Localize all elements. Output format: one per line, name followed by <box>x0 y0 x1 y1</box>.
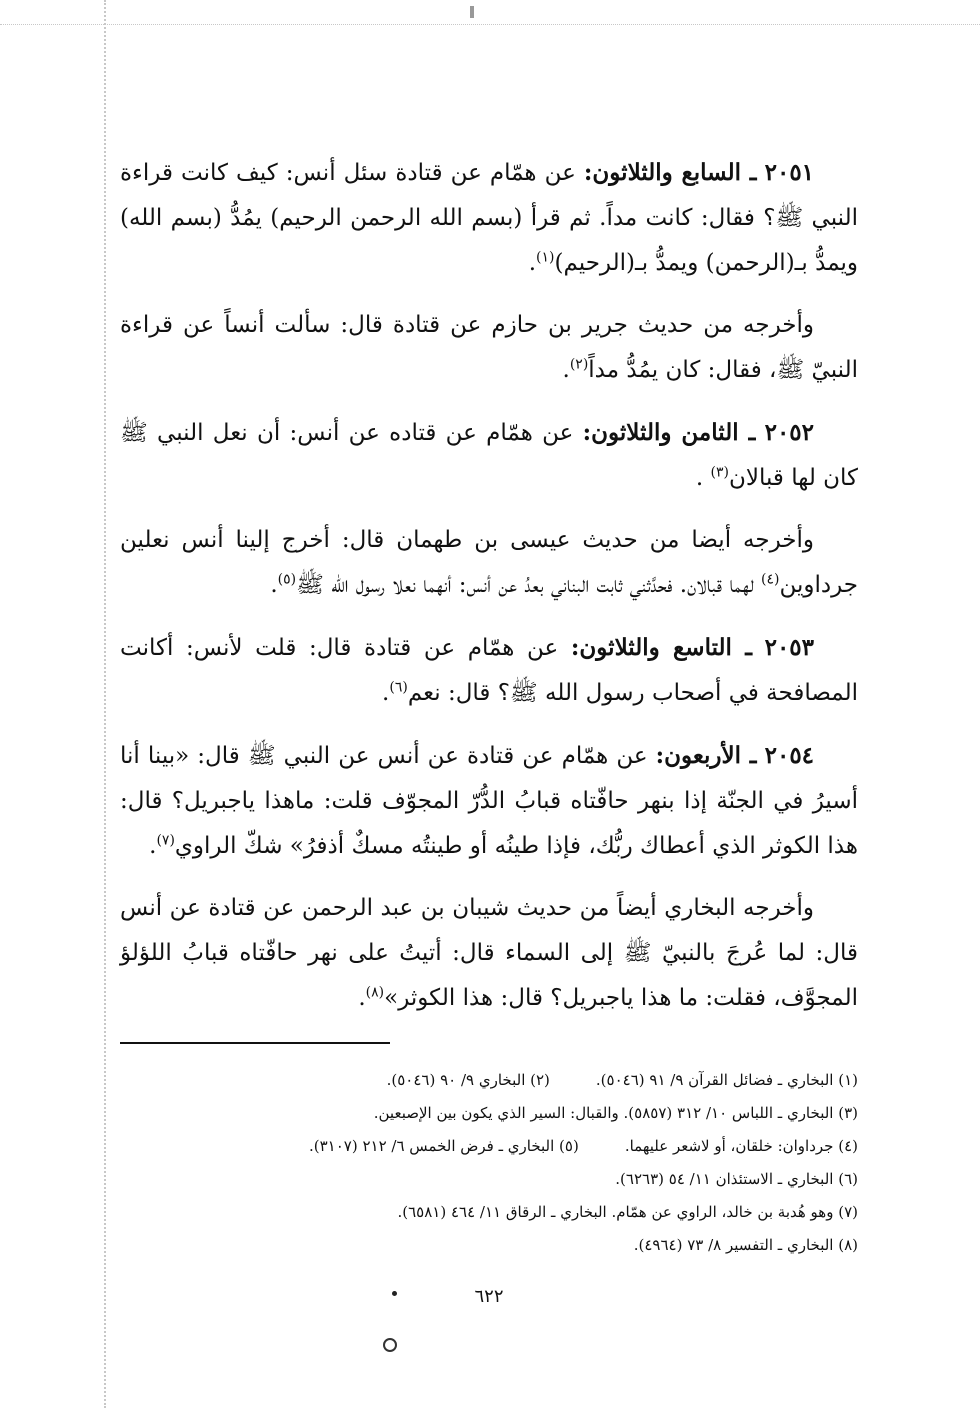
footnote-ref[interactable]: (١) <box>536 249 555 266</box>
hadith-heading: ـ التاسع والثلاثون: <box>570 634 752 661</box>
hadith-text: عن همّام عن قتادة قال: قلت لأنس: أكانت المصافحة في أصحاب رسول الله ﷺ؟ قال: نعم <box>120 635 858 706</box>
hadith-number: ٢٠٥٢ <box>764 419 815 446</box>
commentary-tail: . <box>270 572 278 598</box>
page-number: ٦٢٢ <box>474 1286 504 1307</box>
footnote-line <box>120 1064 858 1097</box>
hadith-text: عن همّام عن قتادة عن أنس عن النبي ﷺ قال: «بينا أنا أسيرُ في الجنّة إذا بنهر حافّتاه قبابُ الدُّرّ المجوّف قلت: ماهذا ياجبريل؟ قال: هذا الكوثر الذي أعطاك ربُّك، فإذا طينُه أو طينتُه مسكٌ أذفرُ» شكّ الراوي <box>120 743 858 859</box>
footnote-line <box>120 1196 858 1229</box>
hadith-2051 <box>120 150 858 286</box>
hadith-heading: ـ الثامن والثلاثون: <box>582 419 756 446</box>
footnote-separator <box>120 1042 390 1044</box>
hadith-tail: . <box>528 250 536 276</box>
commentary-text: وأخرجه من حديث جرير بن حازم عن قتادة قال: سألت أنساً عن قراءة النبيّ ﷺ، فقال: كان يمُدُّ مداً <box>120 312 858 383</box>
commentary-2051 <box>120 303 858 393</box>
hadith-heading: ـ السابع والثلاثون: <box>583 159 757 186</box>
footnote-4: (٤) جرداوان: خلقان، أو لاشعر عليهما. <box>624 1137 858 1155</box>
footnote-line <box>120 1130 858 1163</box>
commentary-2054 <box>120 886 858 1021</box>
hadith-text: عن همّام عن قتادة سئل أنس: كيف كانت قراءة النبي ﷺ؟ فقال: كانت مداً. ثم قرأ (بسم الله الرحمن الرحيم) يمُدُّ (بسم الله) ويمدُّ بـ(الرحمن) ويمدُّ بـ(الرحيم) <box>120 160 858 276</box>
footnote-1: (١) البخاري ـ فضائل القرآن ٩/ ٩١ (٥٠٤٦). <box>595 1071 858 1089</box>
hadith-tail: . <box>695 465 711 491</box>
hadith-number: ٢٠٥٣ <box>764 634 815 661</box>
scan-top-border <box>0 0 980 25</box>
footnote-ref[interactable]: (٦) <box>389 679 408 696</box>
footnote-line <box>120 1097 858 1130</box>
commentary-text: وأخرجه البخاري أيضاً من حديث شيبان بن عبد الرحمن عن قتادة عن أنس قال: لما عُرجَ بالنبيّ ﷺ إلى السماء قال: أتيتُ على نهر حافّتاه قبابُ اللؤلؤ المجوَّف، فقلت: ما هذا ياجبريل؟ قال: هذا الكوثر» <box>120 895 858 1011</box>
hadith-number: ٢٠٥١ <box>764 159 815 186</box>
scan-circle-mark <box>383 1338 397 1352</box>
hadith-heading: ـ الأربعون: <box>655 742 757 769</box>
footnotes <box>120 1064 858 1262</box>
commentary-text: وأخرجه أيضا من حديث عيسى بن طهمان قال: أخرج إلينا أنس نعلين جرداوين <box>120 527 858 598</box>
footnote-ref[interactable]: (٥) <box>277 571 297 588</box>
scan-left-border <box>104 0 106 1408</box>
footnote-line <box>120 1163 858 1196</box>
footnote-5: (٥) البخاري ـ فرض الخمس ٦/ ٢١٢ (٣١٠٧). <box>308 1137 579 1155</box>
scan-top-tick <box>470 6 474 18</box>
footnote-ref[interactable]: (٨) <box>365 984 385 1001</box>
hadith-2054 <box>120 733 858 869</box>
footnote-ref[interactable]: (٤) <box>760 571 780 588</box>
footnote-ref[interactable]: (٢) <box>569 356 589 373</box>
scan-dot-mark <box>392 1291 397 1296</box>
footnote-3: (٣) البخاري ـ اللباس ١٠/ ٣١٢ (٥٨٥٧). والقبال: السير الذي يكون بين الإصبعين. <box>373 1104 858 1122</box>
hadith-text: عن همّام عن قتاده عن أنس: أن نعل النبي ﷺ كان لها قبالان <box>120 420 858 491</box>
footnote-2: (٢) البخاري ٩/ ٩٠ (٥٠٤٦). <box>386 1071 550 1089</box>
commentary-text-2: لهما قبالان. فحدَّثني ثابت البناني بعدُ عن أنس: أنهما نعلا رسول الله ﷺ <box>296 572 761 598</box>
footnote-8: (٨) البخاري ـ التفسير ٨/ ٧٣ (٤٩٦٤). <box>633 1236 858 1254</box>
commentary-2052 <box>120 518 858 608</box>
hadith-2053 <box>120 625 858 716</box>
page-body <box>120 150 858 1307</box>
commentary-tail: . <box>562 357 570 383</box>
hadith-tail: . <box>382 680 390 706</box>
footnote-ref[interactable]: (٣) <box>710 464 729 481</box>
hadith-tail: . <box>149 833 157 859</box>
footnote-line <box>120 1229 858 1262</box>
footnote-7: (٧) وهو هُدبة بن خالد، الراوي عن همّام. البخاري ـ الرقاق ١١/ ٤٦٤ (٦٥٨١). <box>397 1203 858 1221</box>
footnote-ref[interactable]: (٧) <box>156 832 175 849</box>
hadith-2052 <box>120 410 858 501</box>
footnote-6: (٦) البخاري ـ الاستئذان ١١/ ٥٤ (٦٢٦٣). <box>615 1170 858 1188</box>
commentary-tail: . <box>358 985 366 1011</box>
hadith-number: ٢٠٥٤ <box>764 742 815 769</box>
